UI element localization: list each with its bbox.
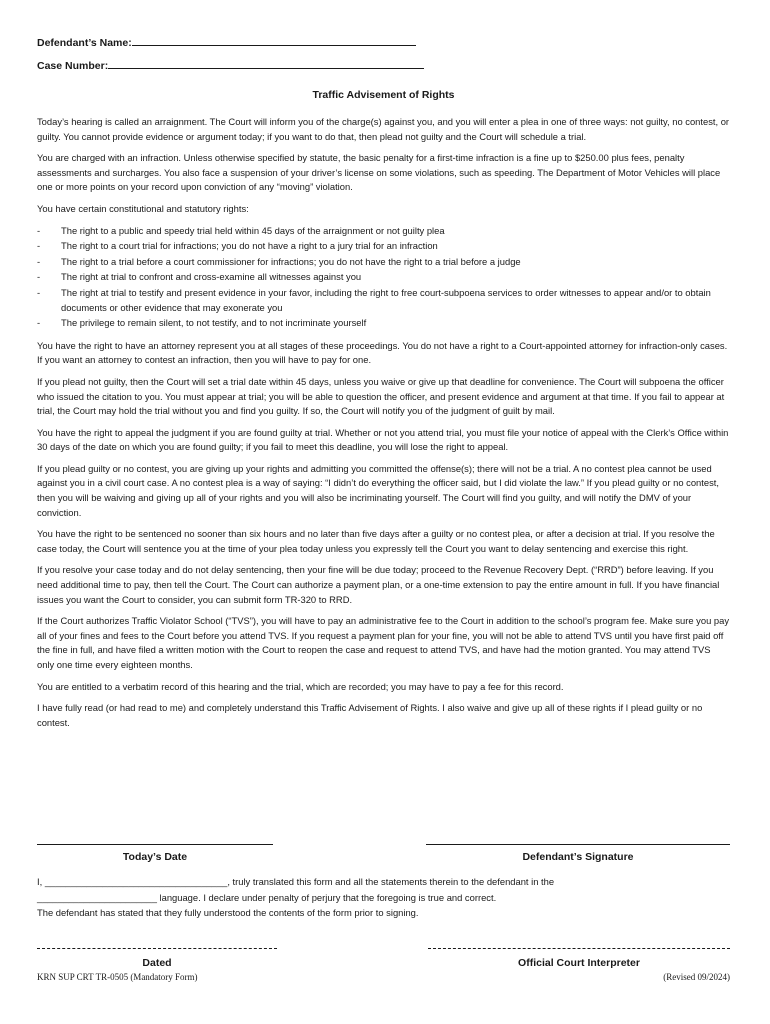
rights-item-text: The privilege to remain silent, to not testify, and to not incriminate yourself [61,317,367,329]
rights-item-text: The right to a court trial for infractions; you do not have a right to a jury trial for an infraction [61,240,438,252]
paragraph: You have the right to be sentenced no sooner than six hours and no later than five days after a guilty or no contest plea, or after a decision at trial. If you resolve the case today, the Court will sentence you at the time of your plea today unless you expressly tell the Court you want to delay sentencing and exercise this right. [37,528,715,554]
body-section [37,339,730,731]
rights-item-text: The right at trial to testify and present evidence in your favor, including the right to free court-subpoena services to order witnesses to appear and/or to obtain documents or other evidence that may exonerate you [61,286,711,313]
case-number-field[interactable] [108,59,424,69]
paragraph: You have the right to appeal the judgment if you are found guilty at trial. Whether or not you attend trial, you must file your notice of appeal with the Clerk’s Office within 30 days of the date on which you are found guilty; if you fail to meet this deadline, you will lose the right to appeal. [37,426,729,453]
defendant-name-row [37,36,730,50]
defendant-signature-label: Defendant’s Signature [522,851,634,863]
form-id: KRN SUP CRT TR-0505 (Mandatory Form) [37,972,198,982]
interpreter-signature-block [428,948,730,969]
language-field[interactable]: _______________________ [37,891,157,903]
paragraph: I have fully read (or had read to me) and completely understand this Traffic Advisement of Rights. I also waive and give up all of these rights if I plead guilty or no contest. [37,702,703,728]
paragraph: You are charged with an infraction. Unless otherwise specified by statute, the basic penalty for a first-time infraction is a fine up to $250.00 plus fees, penalty assessments and surcharges. You also face a suspension of your driver’s license on some violations, such as speeding. The Department of Motor Vehicles will place one or more points on your record upon conviction of any “moving” violation. [37,152,721,193]
todays-date-label: Today’s Date [122,851,188,863]
defendant-signature-line[interactable] [426,844,730,845]
defendant-signature-block [426,844,730,863]
rights-list-item [37,316,730,331]
paragraph: Today’s hearing is called an arraignment. The Court will inform you of the charge(s) against you, and you will enter a plea in one of three ways: not guilty, no contest, or guilty. You cannot provide evidence or argument today; if you want to do that, then plead not guilty and the Court will schedule a trial. [37,116,730,142]
interpreter-signature-label: Official Court Interpreter [518,957,640,969]
todays-date-line[interactable] [37,844,273,845]
interpreter-line-3: The defendant has stated that they fully understood the contents of the form prior to signing. [37,907,419,918]
rights-list-item [37,286,730,315]
defendant-name-label: Defendant’s Name: [37,37,132,49]
interpreter-declaration [37,874,730,921]
interpreter-signature-line[interactable] [428,948,730,949]
bullet-dash: - [37,224,41,236]
revision-date: (Revised 09/2024) [663,972,730,982]
bullet-dash: - [37,240,41,252]
case-number-label: Case Number: [37,60,109,72]
signature-row-defendant [37,844,730,863]
case-number-row [37,59,730,73]
rights-item-text: The right to a public and speedy trial held within 45 days of the arraignment or not guilty plea [61,224,445,236]
bullet-dash: - [37,286,41,298]
interpreter-name-field[interactable]: ___________________________________ [44,876,228,887]
interpreter-line-2: _______________________ language. I declare under penalty of perjury that the foregoing is true and correct. [37,891,497,903]
page-footer [37,972,730,982]
bullet-dash: - [37,317,41,329]
dated-block [37,948,277,969]
rights-list [37,224,730,331]
page-title: Traffic Advisement of Rights [312,89,455,101]
bullet-dash: - [37,271,41,283]
bullet-dash: - [37,255,41,267]
signature-row-interpreter [37,948,730,969]
rights-list-item [37,255,730,270]
paragraph: If you resolve your case today and do not delay sentencing, then your fine will be due today; proceed to the Revenue Recovery Dept. (“RRD”) before leaving. If you need additional time to pay, then tell the Court. The Court can authorize a payment plan, or a one-time extension to pay the entire amount in full. If you have financial issues you want the Court to consider, you can submit form TR-320 to RRD. [37,564,720,605]
paragraph: If you plead guilty or no contest, you are giving up your rights and admitting you committed the offense(s); there will not be a trial. A no contest plea cannot be used against you in a civil court case. A no contest plea is a way of saying: “I didn’t do everything the officer said, but I did violate the law.” If you plead guilty or no contest, then you will be waiving and giving up all of your rights and you will also be incriminating yourself. The Court will find you guilty, and will notify the DMV of your conviction. [37,462,719,518]
intro-section [37,115,730,217]
rights-item-text: The right at trial to confront and cross-examine all witnesses against you [61,271,362,283]
dated-line[interactable] [37,948,277,949]
paragraph: If you plead not guilty, then the Court will set a trial date within 45 days, unless you waive or give up that deadline for convenience. The Court will subpoena the officer who issued the citation to you. You must appear at trial; you will be able to question the officer, and present evidence and argument at that time. If you fail to appear at trial, the Court may hold the trial without you and find you guilty. If so, the Court will notify you of the judgment of guilt by mail. [37,375,725,417]
todays-date-block [37,844,273,863]
rights-list-item [37,270,730,285]
interpreter-line-1: I, ___________________________________, truly translated this form and all the statements therein to the defendant in the [37,876,555,887]
paragraph: You are entitled to a verbatim record of this hearing and the trial, which are recorded; you may have to pay a fee for this record. [37,680,564,692]
rights-item-text: The right to a trial before a court commissioner for infractions; you do not have the right to a trial before a judge [61,255,521,267]
paragraph: You have the right to have an attorney represent you at all stages of these proceedings. You do not have a right to a Court-appointed attorney for infraction-only cases. If you want an attorney to contest an infraction, then you will have to pay for one. [37,339,728,366]
paragraph: If the Court authorizes Traffic Violator School (“TVS”), you will have to pay an administrative fee to the Court in addition to the school’s program fee. Make sure you pay all of your fines and fees to the Court before you attend TVS. If you request a payment plan for your fine, you will not be able to attend TVS until you have first paid off the fine in full, and have filed a written motion with the Court to reopen the case and request to attend TVS, and have had the motion granted. You may attend TVS only one time every eighteen months. [37,615,730,670]
rights-list-item [37,239,730,254]
dated-label: Dated [142,957,172,969]
defendant-name-field[interactable] [132,36,416,46]
paragraph: You have certain constitutional and statutory rights: [37,202,249,214]
rights-list-item [37,224,730,239]
